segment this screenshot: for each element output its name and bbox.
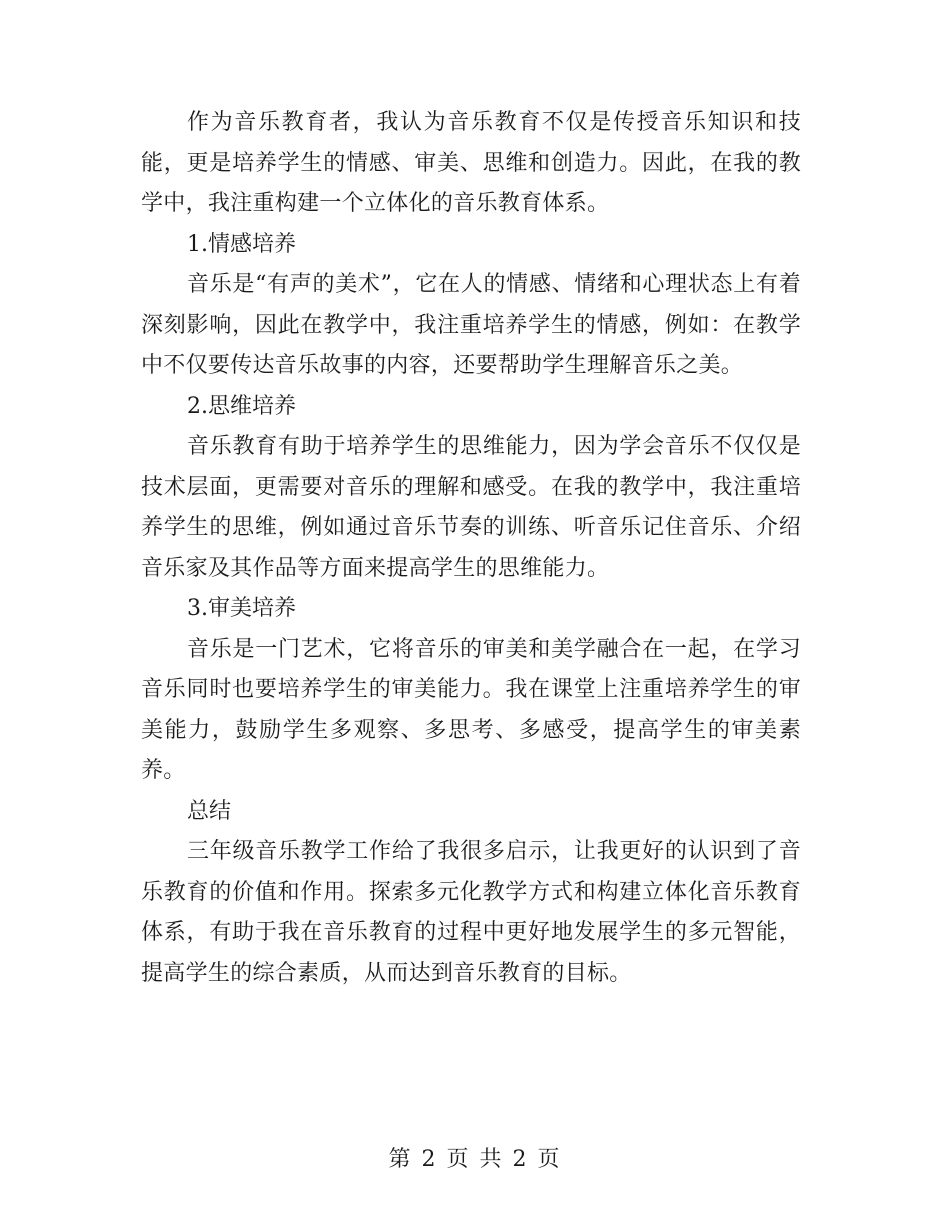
paragraph-summary: 三年级音乐教学工作给了我很多启示，让我更好的认识到了音乐教育的价值和作用。探索多元化教学方式和构建立体化音乐教育体系，有助于我在音乐教育的过程中更好地发展学生的多元智能，提高学生的综合素质，从而达到音乐教育的目标。: [141, 839, 801, 986]
section-heading-thinking: 2.思维培养: [187, 393, 296, 419]
paragraph-aesthetics: 音乐是一门艺术，它将音乐的审美和美学融合在一起，在学习音乐同时也要培养学生的审美能力。我在课堂上注重培养学生的审美能力，鼓励学生多观察、多思考、多感受，提高学生的审美素养。: [141, 636, 801, 783]
page-number-footer: 第 2 页 共 2 页: [388, 1147, 562, 1172]
section-heading-aesthetics: 3.审美培养: [187, 596, 296, 621]
paragraph-emotion: 音乐是“有声的美术”，它在人的情感、情绪和心理状态上有着深刻影响，因此在教学中，我注重培养学生的情感，例如：在教学中不仅要传达音乐故事的内容，还要帮助学生理解音乐之美。: [141, 272, 801, 378]
section-heading-summary: 总结: [187, 798, 232, 824]
document-body: [141, 103, 801, 994]
section-heading-emotion: 1.情感培养: [187, 231, 296, 257]
paragraph-intro: 作为音乐教育者，我认为音乐教育不仅是传授音乐知识和技能，更是培养学生的情感、审美、思维和创造力。因此，在我的教学中，我注重构建一个立体化的音乐教育体系。: [141, 110, 801, 216]
paragraph-thinking: 音乐教育有助于培养学生的思维能力，因为学会音乐不仅仅是技术层面，更需要对音乐的理解和感受。在我的教学中，我注重培养学生的思维，例如通过音乐节奏的训练、听音乐记住音乐、介绍音乐家及其作品等方面来提高学生的思维能力。: [141, 434, 801, 581]
